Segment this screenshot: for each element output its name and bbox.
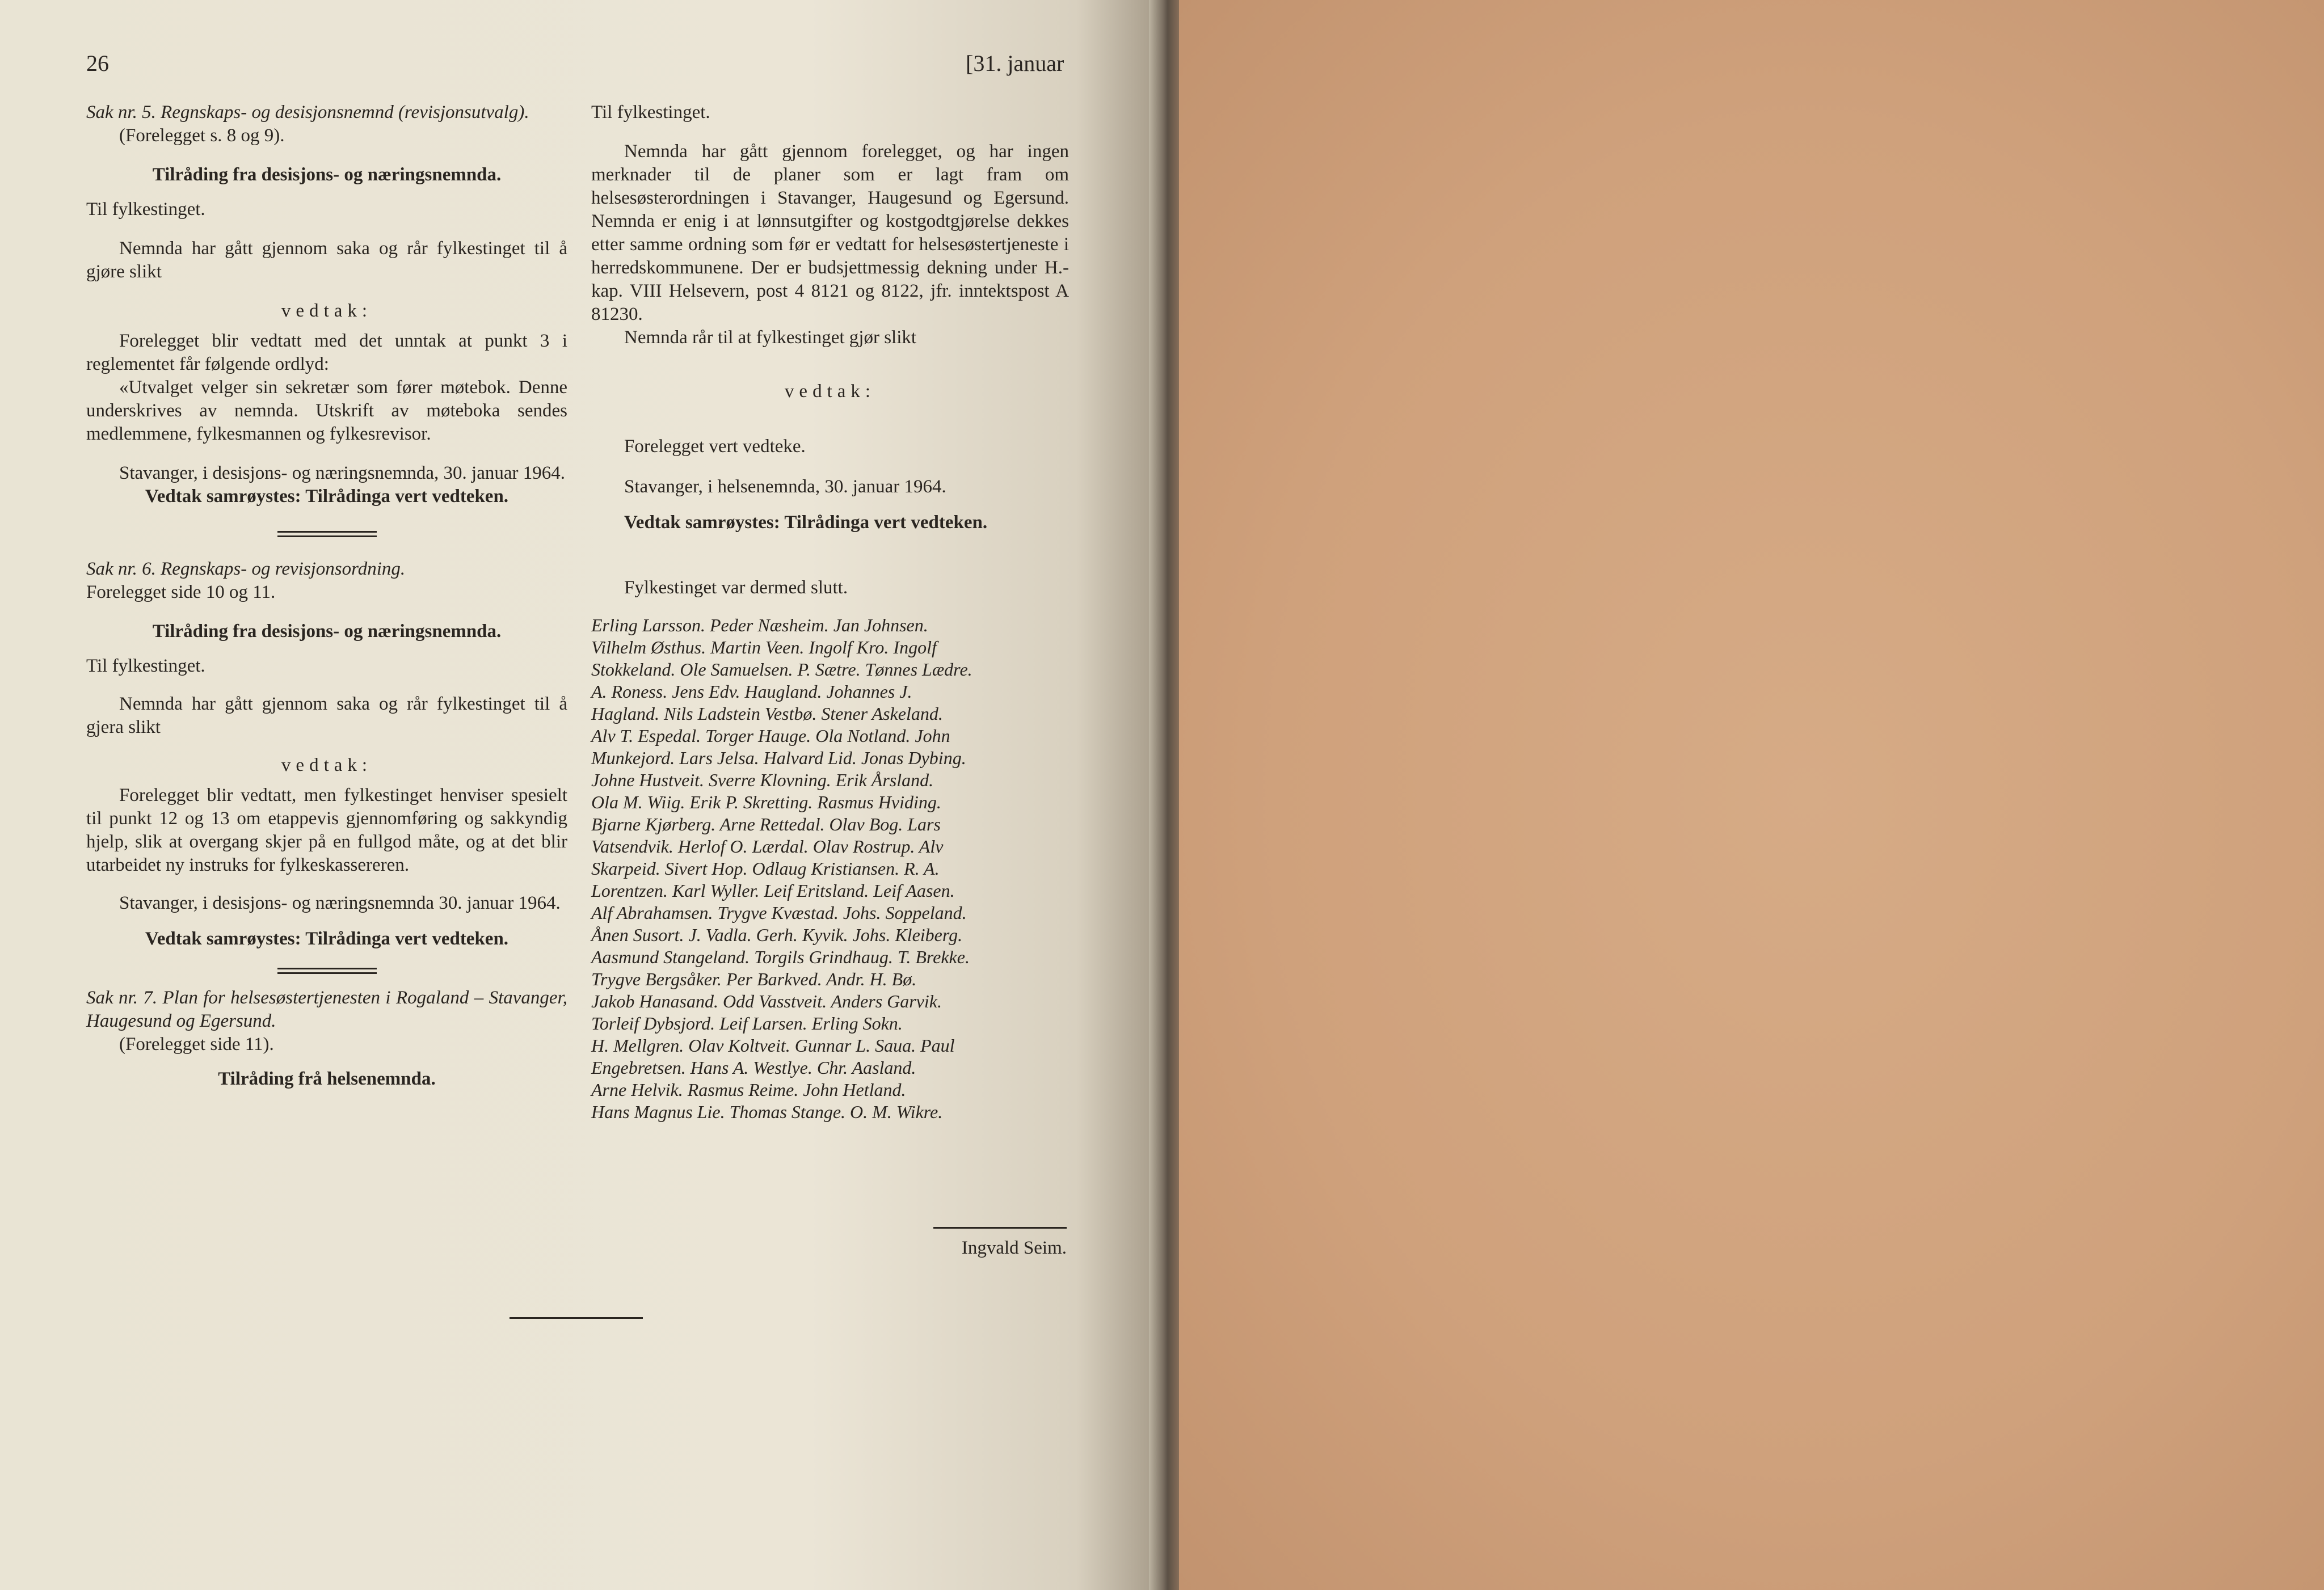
running-header-date: [31. januar: [966, 50, 1064, 76]
sak6-place-date: Stavanger, i desisjons- og næringsnemnda 30. januar 1964.: [119, 893, 561, 913]
name-line: Vatsendvik. Herlof O. Lærdal. Olav Rostrup. Alv: [591, 836, 944, 857]
name-line: Hagland. Nils Ladstein Vestbø. Stener Askeland.: [591, 703, 943, 724]
section-divider: [277, 531, 377, 537]
name-line: Ola M. Wiig. Erik P. Skretting. Rasmus Hviding.: [591, 792, 941, 812]
sak6-ref: Forelegget side 10 og 11.: [86, 582, 276, 602]
sak5-til: Til fylkestinget.: [86, 199, 205, 220]
name-line: Trygve Bergsåker. Per Barkved. Andr. H. Bø.: [591, 969, 917, 989]
right-vedtak: vedtak:: [784, 381, 876, 402]
right-paragraph-1: Nemnda har gått gjennom forelegget, og har ingen merknader til de planer som er lagt fram om helsesøsterordningen i Stavanger, Haugesund og Egersund. Nemnda er enig i at lønnsutgifter og kostgodtgjørelse dekkes etter samme ordning som før er vedtatt for helsesøstertjeneste i herredskommunene. Der er budsjettmessig dekning under H.-kap. VIII Helsevern, post 4 8121 og 8122, jfr. inntektspost A 81230.: [591, 141, 1069, 324]
sak6-result: Vedtak samrøystes: Tilrådinga vert vedteken.: [145, 929, 509, 949]
sak5-paragraph-1: Nemnda har gått gjennom saka og rår fylkestinget til å gjøre slikt: [86, 238, 567, 282]
name-line: Lorentzen. Karl Wyller. Leif Eritsland. Leif Aasen.: [591, 880, 955, 901]
name-line: Aasmund Stangeland. Torgils Grindhaug. T. Brekke.: [591, 947, 970, 967]
name-line: A. Roness. Jens Edv. Haugland. Johannes J.: [591, 681, 912, 702]
end-rule: [510, 1317, 643, 1319]
sak5-result: Vedtak samrøystes: Tilrådinga vert vedteken.: [145, 486, 509, 507]
name-line: Engebretsen. Hans A. Westlye. Chr. Aasland.: [591, 1057, 916, 1078]
sak7-heading: Sak nr. 7. Plan for helsesøstertjenesten i Rogaland – Stavanger, Haugesund og Egersund.: [86, 988, 567, 1031]
sak5-paragraph-2: Forelegget blir vedtatt med det unntak at punkt 3 i reglementet får følgende ordlyd:: [86, 331, 567, 374]
right-paragraph-3: Forelegget vert vedteke.: [624, 436, 806, 457]
signature: Ingvald Seim.: [961, 1238, 1067, 1258]
name-line: Bjarne Kjørberg. Arne Rettedal. Olav Bog. Lars: [591, 814, 941, 834]
name-line: Vilhelm Østhus. Martin Veen. Ingolf Kro. Ingolf: [591, 637, 937, 657]
right-closing: Fylkestinget var dermed slutt.: [624, 577, 848, 598]
right-result: Vedtak samrøystes: Tilrådinga vert vedteken.: [624, 512, 988, 533]
name-line: Torleif Dybsjord. Leif Larsen. Erling Sokn.: [591, 1013, 903, 1034]
name-line: Johne Hustveit. Sverre Klovning. Erik Årsland.: [591, 770, 934, 790]
left-column: [86, 101, 567, 1091]
signature-rule: [933, 1227, 1067, 1229]
name-line: Hans Magnus Lie. Thomas Stange. O. M. Wikre.: [591, 1102, 943, 1122]
name-line: Jakob Hanasand. Odd Vasstveit. Anders Garvik.: [591, 991, 942, 1011]
name-line: Arne Helvik. Rasmus Reime. John Hetland.: [591, 1079, 906, 1100]
name-line: Stokkeland. Ole Samuelsen. P. Sætre. Tønnes Lædre.: [591, 659, 972, 680]
right-column: [591, 101, 1069, 1123]
sak5-heading: Sak nr. 5. Regnskaps- og desisjonsnemnd (revisjonsutvalg).: [86, 102, 529, 123]
sak5-place-date: Stavanger, i desisjons- og næringsnemnda, 30. januar 1964.: [119, 463, 565, 483]
sak7-tilrading: Tilråding frå helsenemnda.: [218, 1069, 436, 1089]
name-line: Ånen Susort. J. Vadla. Gerh. Kyvik. Johs. Kleiberg.: [591, 925, 963, 945]
right-place-date: Stavanger, i helsenemnda, 30. januar 1964.: [624, 476, 946, 497]
name-line: Alv T. Espedal. Torger Hauge. Ola Notland. John: [591, 726, 950, 746]
name-line: H. Mellgren. Olav Koltveit. Gunnar L. Saua. Paul: [591, 1035, 955, 1056]
sak6-heading: Sak nr. 6. Regnskaps- og revisjonsordning.: [86, 559, 406, 579]
name-line: Alf Abrahamsen. Trygve Kvæstad. Johs. Soppeland.: [591, 902, 967, 923]
name-line: Erling Larsson. Peder Næsheim. Jan Johnsen.: [591, 615, 928, 635]
name-line: Skarpeid. Sivert Hop. Odlaug Kristiansen. R. A.: [591, 858, 940, 879]
sak7-ref: (Forelegget side 11).: [119, 1034, 274, 1055]
signatory-list: [591, 614, 1069, 1123]
section-divider: [277, 968, 377, 974]
page-number: 26: [86, 50, 109, 76]
sak6-vedtak: vedtak:: [281, 755, 373, 775]
sak5-vedtak: vedtak:: [281, 301, 373, 321]
right-paragraph-2: Nemnda rår til at fylkestinget gjør slikt: [624, 327, 917, 348]
right-til: Til fylkestinget.: [591, 102, 710, 123]
right-page-blank: [1179, 0, 2324, 1590]
sak6-tilrading: Tilråding fra desisjons- og næringsnemnda.: [152, 621, 502, 642]
sak6-paragraph-1: Nemnda har gått gjennom saka og rår fylkestinget til å gjera slikt: [86, 694, 567, 737]
sak5-paragraph-3: «Utvalget velger sin sekretær som fører møtebok. Denne underskrives av nemnda. Utskrift av møteboka sendes medlemmene, fylkesmannen og fylkesrevisor.: [86, 377, 567, 444]
name-line: Munkejord. Lars Jelsa. Halvard Lid. Jonas Dybing.: [591, 748, 966, 768]
sak5-ref: (Forelegget s. 8 og 9).: [119, 125, 285, 146]
sak6-paragraph-2: Forelegget blir vedtatt, men fylkestinget henviser spesielt til punkt 12 og 13 om etappevis gjennomføring og sakkyndig hjelp, slik at overgang skjer på en fullgod måte, og at det blir utarbeidet ny instruks for fylkeskassereren.: [86, 785, 567, 875]
sak5-tilrading: Tilråding fra desisjons- og næringsnemnda.: [152, 165, 502, 185]
sak6-til: Til fylkestinget.: [86, 656, 205, 676]
book-spine: [1149, 0, 1180, 1590]
